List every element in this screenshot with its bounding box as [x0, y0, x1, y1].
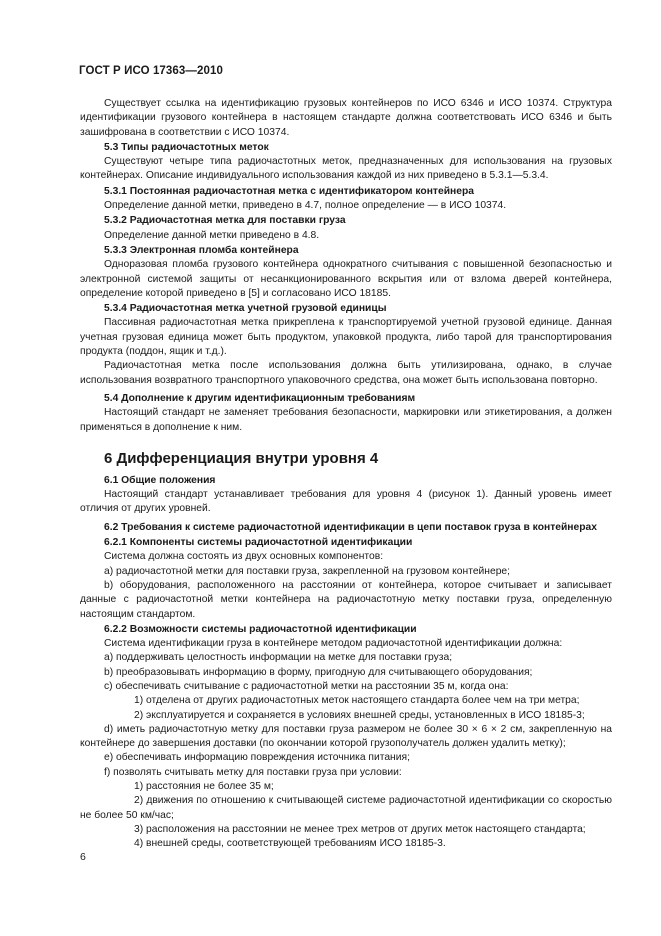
paragraph-intro: Существует ссылка на идентификацию грузовых контейнеров по ИСО 6346 и ИСО 10374. Структура идентификации грузового контейнера в настоящем стандарте должна соответствовать ИСО 6346 и быть зашифрована в соответствии с ИСО 10374. [80, 98, 612, 138]
heading-6-2: 6.2 Требования к системе радиочастотной идентификации в цепи поставок груза в контейнерах [104, 521, 597, 533]
list-item-a: а) поддерживать целостность информации на метке для поставки груза; [104, 652, 453, 664]
heading-6-1: 6.1 Общие положения [104, 474, 216, 486]
list-item-c: c) обеспечивать считывание с радиочастотной метки на расстоянии 35 м, когда она: [104, 680, 509, 692]
list-item-c-2: 2) эксплуатируется и сохраняется в условиях внешней среды, установленных в ИСО 18185-3; [134, 709, 585, 721]
list-item-f-2: 2) движения по отношению к считывающей системе радиочастотной идентификации со скоростью не более 50 км/час; [80, 795, 612, 821]
heading-5-3-3: 5.3.3 Электронная пломба контейнера [104, 244, 299, 256]
paragraph-5-3-4a: Пассивная радиочастотная метка прикреплена к транспортируемой учетной грузовой единице. Данная учетная грузовая единица может быть продуктом, упаковкой продукта, либо тарой для транспортирования продукта (поддон, ящик и т.д.). [80, 317, 612, 358]
paragraph-5-4: Настоящий стандарт не заменяет требования безопасности, маркировки или этикетирования, а должен применяться в дополнение к ним. [80, 407, 612, 433]
heading-5-3: 5.3 Типы радиочастотных меток [104, 141, 269, 153]
document-body [80, 97, 612, 852]
heading-5-4: 5.4 Дополнение к другим идентификационным требованиям [104, 392, 416, 404]
list-item-f: f) позволять считывать метку для поставки груза при условии: [104, 766, 402, 778]
paragraph-6-2-1: Система должна состоять из двух основных компонентов: [104, 551, 384, 563]
list-item-c-1: 1) отделена от других радиочастотных меток настоящего стандарта более чем на три метра; [134, 695, 580, 707]
list-item-f-3: 3) расположения на расстоянии не менее трех метров от других меток настоящего стандарта; [134, 823, 586, 835]
page-number: 6 [80, 851, 86, 863]
paragraph-5-3-3: Одноразовая пломба грузового контейнера однократного считывания с повышенной безопасностью и электронной системой защиты от несанкционированного вскрытия или от взлома дверей контейнера, определение которой приведено в [5] и согласовано ИСО 18185. [80, 259, 612, 299]
paragraph-5-3-1: Определение данной метки, приведено в 4.7, полное определение — в ИСО 10374. [104, 200, 507, 212]
document-header: ГОСТ Р ИСО 17363—2010 [79, 65, 224, 77]
list-item-6-2-1-a: а) радиочастотной метки для поставки груза, закрепленной на грузовом контейнере; [104, 565, 511, 577]
heading-6-2-2: 6.2.2 Возможности системы радиочастотной идентификации [104, 623, 417, 635]
list-item-b: b) преобразовывать информацию в форму, пригодную для считывающего оборудования; [104, 666, 533, 678]
list-item-6-2-1-b: b) оборудования, расположенного на расстоянии от контейнера, которое считывает и записывает данные с радиочастотной метки контейнера на радиочастотную метку поставки груза, определенную настоящим стандартом. [80, 579, 612, 620]
paragraph-5-3: Существуют четыре типа радиочастотных меток, предназначенных для использования на грузовых контейнерах. Описание индивидуального использования каждой из них приведено в 5.3.1—5.3.4. [80, 156, 612, 182]
paragraph-5-3-2: Определение данной метки приведено в 4.8. [104, 229, 320, 241]
list-item-e: e) обеспечивать информацию повреждения источника питания; [104, 752, 410, 764]
heading-5-3-4: 5.3.4 Радиочастотная метка учетной грузовой единицы [104, 303, 387, 315]
list-item-f-4: 4) внешней среды, соответствующей требованиям ИСО 18185-3. [134, 838, 446, 850]
list-item-f-1: 1) расстояния не более 35 м; [134, 781, 274, 793]
paragraph-6-2-2: Система идентификации груза в контейнере методом радиочастотной идентификации должна: [104, 638, 563, 650]
heading-6: 6 Дифференциация внутри уровня 4 [104, 449, 379, 467]
heading-5-3-1: 5.3.1 Постоянная радиочастотная метка с идентификатором контейнера [104, 185, 474, 197]
list-item-d: d) иметь радиочастотную метку для поставки груза размером не более 30 × 6 × 2 см, закрепленную на контейнере до завершения доставки (по окончании которой грузополучатель должен удалить метку); [80, 723, 612, 750]
paragraph-5-3-4b: Радиочастотная метка после использования должна быть утилизирована, однако, в случае использования возвратного транспортного упаковочного средства, она может быть использована повторно. [80, 360, 612, 386]
paragraph-6-1: Настоящий стандарт устанавливает требования для уровня 4 (рисунок 1). Данный уровень имеет отличия от других уровней. [80, 489, 612, 515]
heading-6-2-1: 6.2.1 Компоненты системы радиочастотной идентификации [104, 537, 413, 549]
heading-5-3-2: 5.3.2 Радиочастотная метка для поставки груза [104, 215, 346, 227]
